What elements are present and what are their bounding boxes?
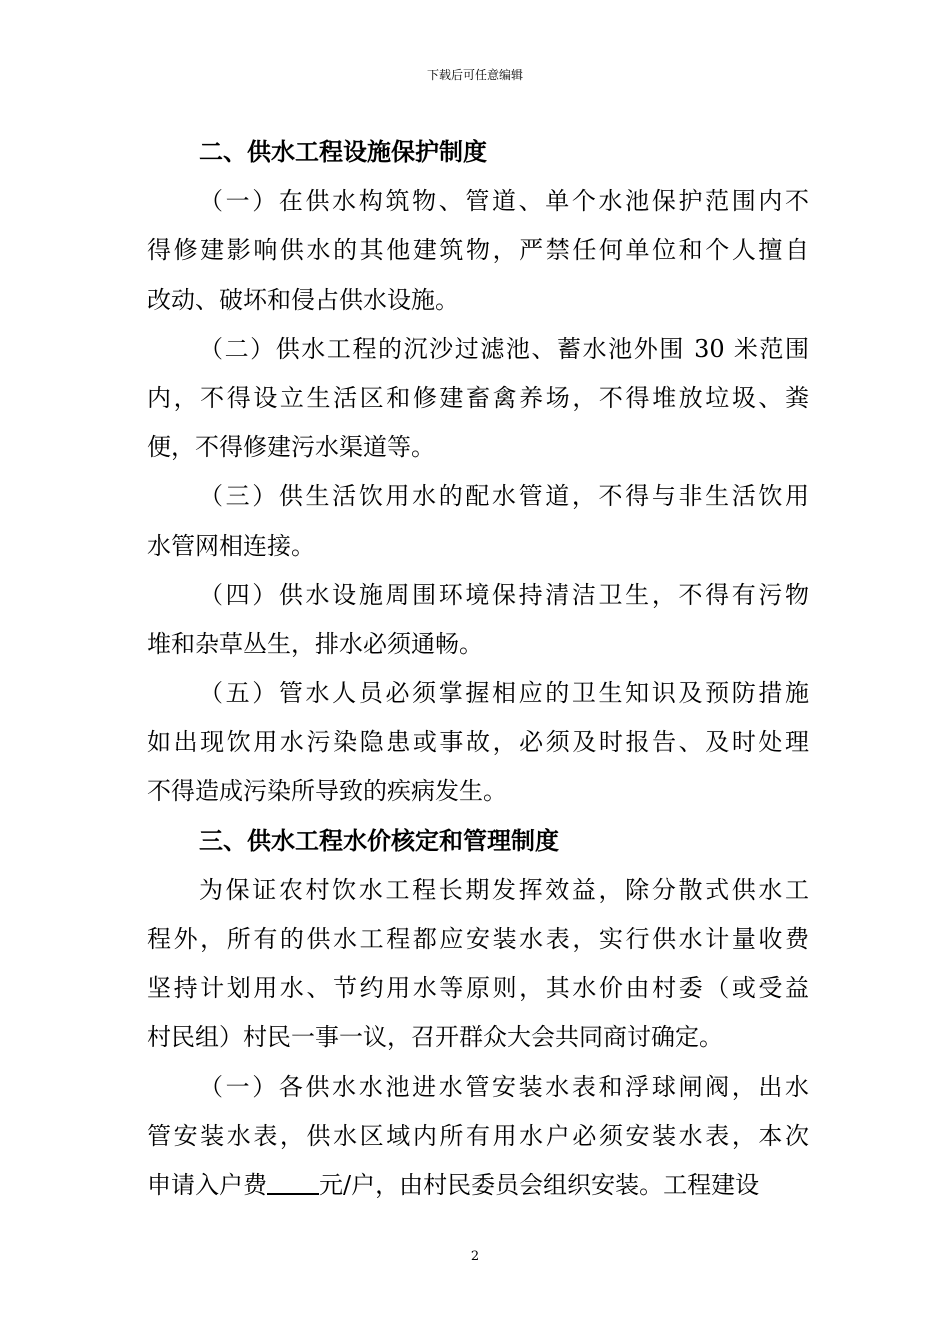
paragraph-line: 内，不得设立生活区和修建畜禽养场，不得堆放垃圾、粪 (147, 383, 809, 412)
document-body (147, 128, 809, 1210)
paragraph-line: 堆和杂草丛生，排水必须通畅。 (147, 629, 483, 658)
paragraph-line: （五）管水人员必须掌握相应的卫生知识及预防措施 (199, 679, 809, 708)
paragraph-line: （四）供水设施周围环境保持清洁卫生，不得有污物 (199, 580, 809, 609)
paragraph-line: 不得造成污染所导致的疾病发生。 (147, 777, 507, 806)
paragraph-line (147, 1161, 809, 1210)
fee-label: 申请入户费 (147, 1170, 267, 1199)
paragraph-line: 村民组）村民一事一议，召开群众大会共同商讨确定。 (147, 1023, 723, 1052)
page-header: 下载后可任意编辑 (426, 68, 523, 82)
paragraph-line: （二）供水工程的沉沙过滤池、蓄水池外围 30 米范围 (199, 334, 809, 363)
paragraph-line: 程外，所有的供水工程都应安装水表，实行供水计量收费 (147, 925, 809, 953)
paragraph-line: 水管网相连接。 (147, 531, 315, 560)
paragraph-line: 得修建影响供水的其他建筑物，严禁任何单位和个人擅自 (147, 236, 809, 265)
paragraph-line: 如出现饮用水污染隐患或事故，必须及时报告、及时处理 (147, 728, 809, 757)
paragraph-line: 便，不得修建污水渠道等。 (147, 433, 435, 462)
paragraph-line: 改动、破坏和侵占供水设施。 (147, 285, 459, 314)
paragraph-line: （一）各供水水池进水管安装水表和浮球闸阀，出水 (199, 1072, 809, 1101)
paragraph-line: 管安装水表，供水区域内所有用水户必须安装水表，本次 (147, 1121, 809, 1150)
paragraph-line: （三）供生活饮用水的配水管道，不得与非生活饮用 (199, 482, 809, 511)
paragraph-line: 为保证农村饮水工程长期发挥效益，除分散式供水工 (199, 875, 809, 904)
paragraph-line: （一）在供水构筑物、管道、单个水池保护范围内不 (199, 187, 809, 216)
paragraph-line: 坚持计划用水、节约用水等原则，其水价由村委（或受益 (147, 974, 809, 1003)
page-number: 2 (470, 1249, 480, 1264)
fee-blank (267, 1169, 319, 1195)
section-heading: 三、供水工程水价核定和管理制度 (199, 826, 559, 855)
fee-suffix: 元/户，由村民委员会组织安装。工程建设 (319, 1170, 760, 1199)
section-heading: 二、供水工程设施保护制度 (199, 138, 487, 166)
